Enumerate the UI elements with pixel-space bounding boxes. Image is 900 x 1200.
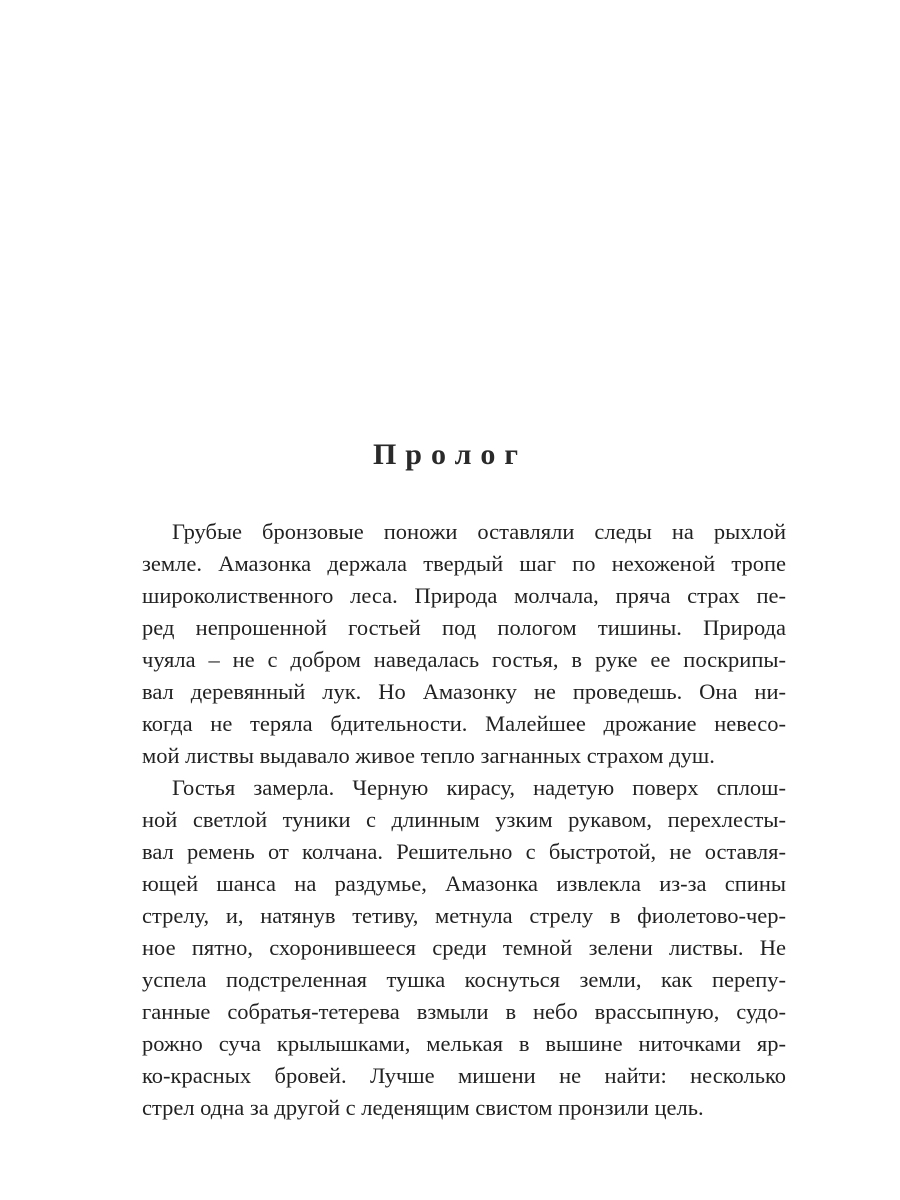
- text-line: стрелу, и, натянув тетиву, метнула стрелу в фиолетово-чер-: [142, 903, 786, 928]
- paragraph: [142, 772, 786, 1124]
- paragraph: [142, 516, 786, 772]
- text-line: Гостья замерла. Черную кирасу, надетую поверх сплош-: [172, 775, 786, 800]
- text-line: широколиственного леса. Природа молчала, пряча страх пе-: [142, 583, 786, 608]
- body-text: [142, 516, 786, 1124]
- text-line: ющей шанса на раздумье, Амазонка извлекла из-за спины: [142, 871, 786, 896]
- text-line: стрел одна за другой с леденящим свистом пронзили цель.: [142, 1095, 704, 1120]
- text-line: земле. Амазонка держала твердый шаг по нехоженой тропе: [142, 551, 786, 576]
- text-line: ной светлой туники с длинным узким рукавом, перехлесты-: [142, 807, 786, 832]
- text-line: Грубые бронзовые поножи оставляли следы на рыхлой: [172, 519, 786, 544]
- text-line: ганные собратья-тетерева взмыли в небо врассыпную, судо-: [142, 999, 786, 1024]
- text-line: вал ремень от колчана. Решительно с быстротой, не оставля-: [142, 839, 786, 864]
- text-line: ред непрошенной гостьей под пологом тишины. Природа: [142, 615, 786, 640]
- text-line: ное пятно, схоронившееся среди темной зелени листвы. Не: [142, 935, 786, 960]
- text-line: успела подстреленная тушка коснуться земли, как перепу-: [142, 967, 786, 992]
- text-line: рожно суча крылышками, мелькая в вышине ниточками яр-: [142, 1031, 786, 1056]
- text-line: вал деревянный лук. Но Амазонку не проведешь. Она ни-: [142, 679, 786, 704]
- text-line: чуяла – не с добром наведалась гостья, в руке ее поскрипы-: [142, 647, 786, 672]
- text-line: мой листвы выдавало живое тепло загнанных страхом душ.: [142, 743, 715, 768]
- text-line: когда не теряла бдительности. Малейшее дрожание невесо-: [142, 711, 786, 736]
- chapter-title: Пролог: [372, 438, 528, 472]
- text-line: ко-красных бровей. Лучше мишени не найти: несколько: [142, 1063, 786, 1088]
